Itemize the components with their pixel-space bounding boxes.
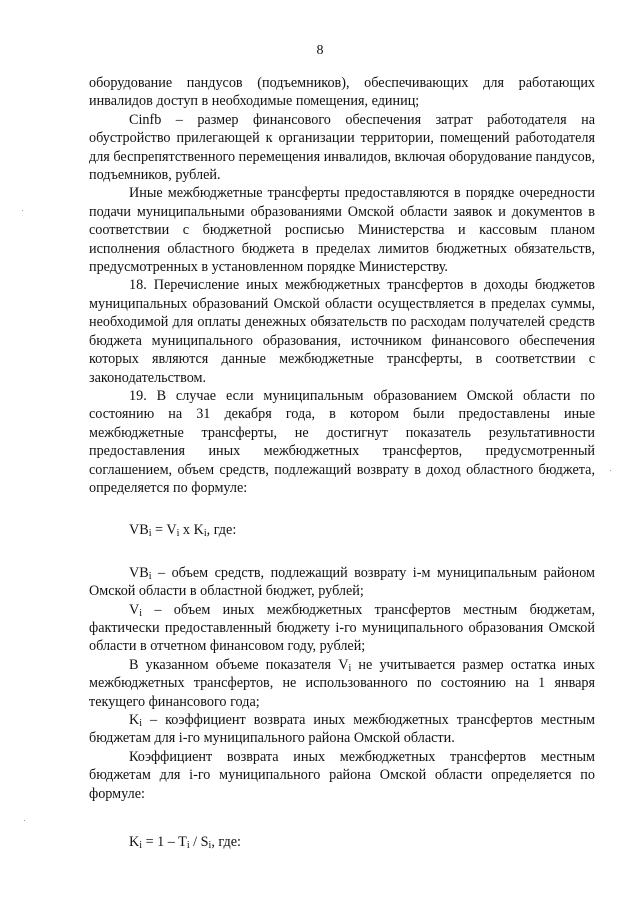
document-body — [89, 74, 595, 851]
scan-speck — [610, 470, 611, 471]
formula-return-volume: $VB_i = V_i$ x $K_i$, где: — [129, 522, 237, 540]
scan-speck — [24, 820, 25, 821]
paragraph-clause-19: 19. В случае если муниципальным образованием Омской области по состоянию на 31 декабря года, в котором были предоставлены иные межбюджетные трансферты, не достигнут показатель результативности предоставления иных межбюджетных трансфертов, предусмотренный соглашением, объем средств, подлежащий возврату в доход областного бюджета, определяется по формуле: — [89, 387, 595, 496]
paragraph-clause-18: 18. Перечисление иных межбюджетных трансфертов в доходы бюджетов муниципальных образований Омской области осуществляется в пределах суммы, необходимой для оплаты денежных обязательств по расходам получателей средств бюджета муниципального образования, источником финансового обеспечения которых являются данные межбюджетные трансферты, в соответствии с законодательством. — [89, 277, 595, 386]
scan-speck — [22, 210, 23, 211]
definition-k: $K_i$ – коэффициент возврата иных межбюджетных трансфертов местным бюджетам для i-го муниципального района Омской области. — [89, 712, 595, 747]
paragraph-cinfb-definition: Cinfb – размер финансового обеспечения затрат работодателя на обустройство прилегающей к организации территории, помещений работодателя для беспрепятственного перемещения инвалидов, включая оборудование пандусов, подъемников, рублей. — [89, 111, 595, 184]
definition-v: $V_i$ – объем иных межбюджетных трансфертов местным бюджетам, фактически предоставленный бюджету i-го муниципального образования Омской области в отчетном финансовом году, рублей; — [89, 601, 595, 655]
formula-return-coefficient: $K_i = 1 - T_i / S_i$, где: — [129, 834, 241, 852]
definition-vb: $VB_i$ – объем средств, подлежащий возврату i-м муниципальным районом Омской области в областной бюджет, рублей; — [89, 564, 595, 600]
paragraph-transfer-order: Иные межбюджетные трансферты предоставляются в порядке очередности подачи муниципальными образованиями Омской области заявок и документов в соответствии с бюджетной росписью Министерства и кассовым планом исполнения областного бюджета в пределах лимитов бюджетных обязательств, предусмотренных в установленном порядке Министерству. — [89, 185, 595, 276]
page-number: 8 — [316, 43, 324, 58]
definition-k-note: Коэффициент возврата иных межбюджетных трансфертов местным бюджетам для i-го муниципального района Омской области определяется по формуле: — [89, 748, 595, 802]
paragraph-continuation: оборудование пандусов (подъемников), обеспечивающих для работающих инвалидов доступ в необходимые помещения, единиц; — [89, 75, 595, 110]
definition-v-note: В указанном объеме показателя $V_i$ не учитывается размер остатка иных межбюджетных трансфертов, не использованного по состоянию на 1 января текущего финансового года; — [89, 656, 595, 710]
